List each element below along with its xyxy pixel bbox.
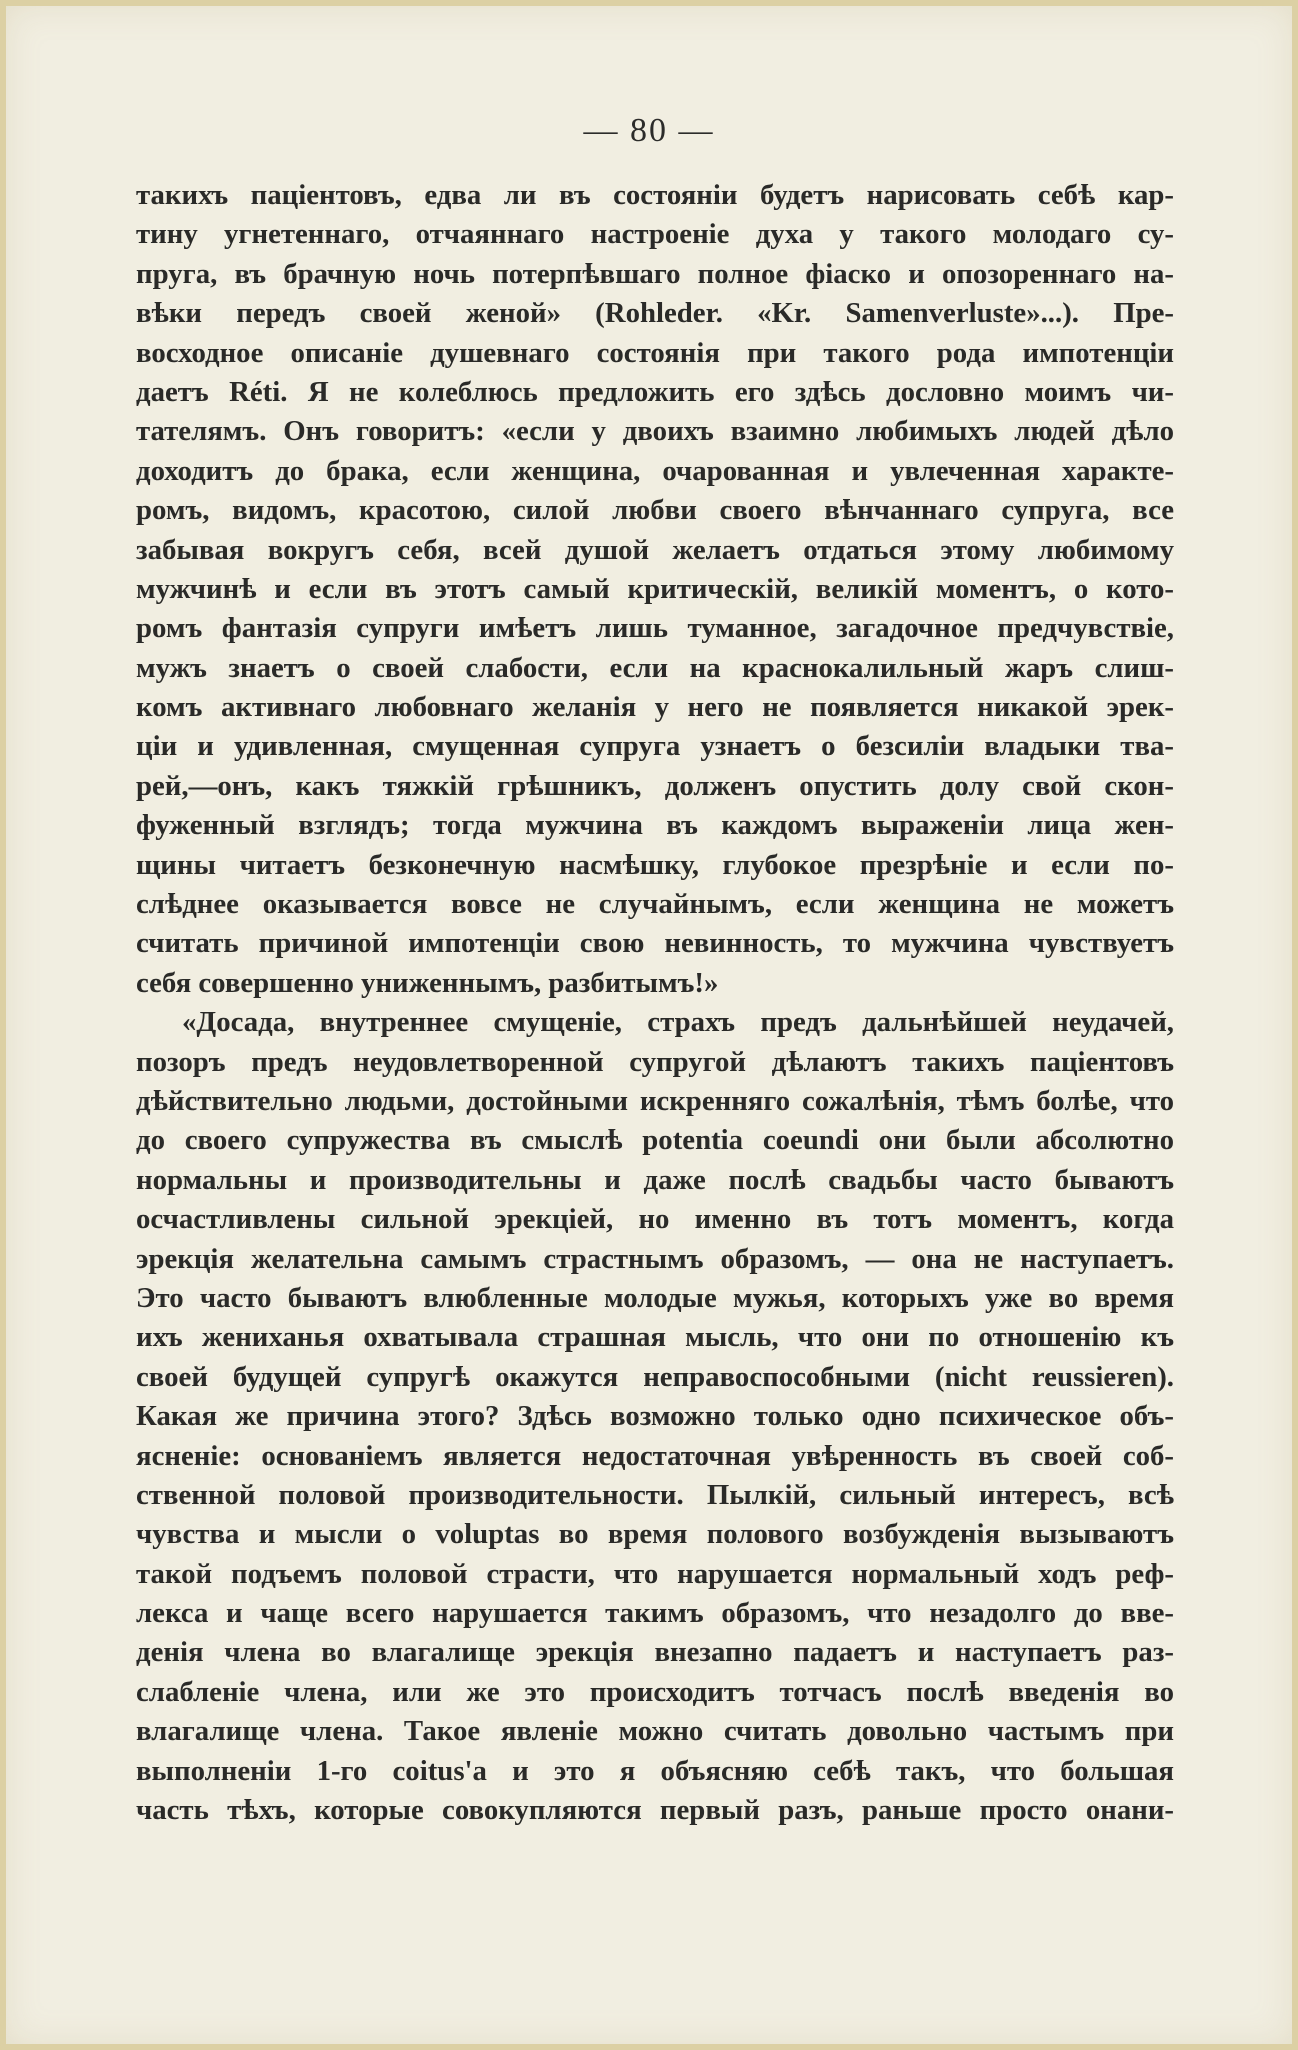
text-line: ясненіе: основаніемъ является недостаточная увѣренность въ своей соб- (136, 1439, 1174, 1472)
text-line: рей,—онъ, какъ тяжкій грѣшникъ, долженъ опустить долу свой скон- (136, 769, 1174, 802)
text-line: чувства и мысли о voluptas во время полового возбужденія вызываютъ (136, 1518, 1174, 1551)
text-line: ромъ фантазія супруги имѣетъ лишь туманное, загадочное предчувствіе, (136, 612, 1174, 645)
text-line: щины читаетъ безконечную насмѣшку, глубокое презрѣніе и если по- (136, 848, 1174, 881)
text-line: осчастливлены сильной эрекціей, но именно въ тотъ моментъ, когда (136, 1203, 1174, 1236)
text-line: вѣки передъ своей женой» (Rohleder. «Kr. Samenverluste»...). Пре- (136, 297, 1174, 330)
text-line: слѣднее оказывается вовсе не случайнымъ, если женщина не можетъ (136, 888, 1174, 921)
text-line: даетъ Réti. Я не колеблюсь предложить его здѣсь дословно моимъ чи- (136, 375, 1174, 408)
text-line: нормальны и производительны и даже послѣ свадьбы часто бываютъ (136, 1163, 1174, 1196)
text-line: денія члена во влагалище эрекція внезапно падаетъ и наступаетъ раз- (136, 1636, 1174, 1669)
text-line: тину угнетеннаго, отчаяннаго настроеніе духа у такого молодаго су- (136, 218, 1174, 251)
text-line: фуженный взглядъ; тогда мужчина въ каждомъ выраженіи лица жен- (136, 809, 1174, 842)
text-line: мужчинѣ и если въ этотъ самый критическій, великій моментъ, о кото- (136, 572, 1174, 605)
text-line: пруга, въ брачную ночь потерпѣвшаго полное фіаско и опозореннаго на- (136, 257, 1174, 290)
text-line: позоръ предъ неудовлетворенной супругой дѣлаютъ такихъ паціентовъ (136, 1045, 1174, 1078)
text-line: себя совершенно униженнымъ, разбитымъ!» (136, 966, 719, 999)
text-line: комъ активнаго любовнаго желанія у него не появляется никакой эрек- (136, 691, 1174, 724)
text-line: Какая же причина этого? Здѣсь возможно только одно психическое объ- (136, 1400, 1174, 1433)
text-line: считать причиной импотенціи свою невинность, то мужчина чувствуетъ (136, 927, 1174, 960)
text-line: своей будущей супругѣ окажутся неправоспособными (nicht reussieren). (136, 1360, 1174, 1393)
text-line: часть тѣхъ, которые совокупляются первый разъ, раньше просто онани- (136, 1794, 1174, 1827)
text-line: лекса и чаще всего нарушается такимъ образомъ, что незадолго до вве- (136, 1597, 1174, 1630)
text-line: такихъ паціентовъ, едва ли въ состояніи будетъ нарисовать себѣ кар- (136, 179, 1174, 211)
text-line: ственной половой производительности. Пылкій, сильный интересъ, всѣ (136, 1478, 1174, 1511)
text-line: «Досада, внутреннее смущеніе, страхъ предъ дальнѣйшей неудачей, (182, 1006, 1174, 1039)
text-line: ціи и удивленная, смущенная супруга узнаетъ о безсиліи владыки тва- (136, 730, 1174, 763)
text-line: восходное описаніе душевнаго состоянія при такого рода импотенціи (136, 336, 1174, 369)
text-line: ихъ жениханья охватывала страшная мысль, что они по отношенію къ (136, 1321, 1174, 1354)
text-line: выполненіи 1-го coitus'а и это я объясняю себѣ такъ, что большая (136, 1754, 1174, 1787)
text-line: дѣйствительно людьми, достойными искренняго сожалѣнія, тѣмъ болѣе, что (136, 1084, 1174, 1117)
page-number: — 80 — (583, 112, 715, 149)
text-line: слабленіе члена, или же это происходитъ тотчасъ послѣ введенія во (136, 1675, 1174, 1708)
text-line: до своего супружества въ смыслѣ potentia coeundi они были абсолютно (136, 1124, 1174, 1157)
text-line: тателямъ. Онъ говоритъ: «если у двоихъ взаимно любимыхъ людей дѣло (136, 415, 1174, 448)
text-line: забывая вокругъ себя, всей душой желаетъ отдаться этому любимому (136, 533, 1174, 566)
text-line: доходитъ до брака, если женщина, очарованная и увлеченная характе- (136, 454, 1174, 487)
text-line: ромъ, видомъ, красотою, силой любви своего вѣнчаннаго супруга, все (136, 494, 1174, 527)
text-line: Это часто бываютъ влюбленные молодые мужья, которыхъ уже во время (136, 1281, 1174, 1314)
text-line: эрекція желательна самымъ страстнымъ образомъ, — она не наступаетъ. (136, 1242, 1174, 1275)
text-line: влагалище члена. Такое явленіе можно считать довольно частымъ при (136, 1715, 1174, 1748)
text-line: такой подъемъ половой страсти, что нарушается нормальный ходъ реф- (136, 1557, 1174, 1590)
text-line: мужъ знаетъ о своей слабости, если на краснокалильный жаръ слиш- (136, 651, 1174, 684)
page-body-text (136, 176, 1174, 1830)
